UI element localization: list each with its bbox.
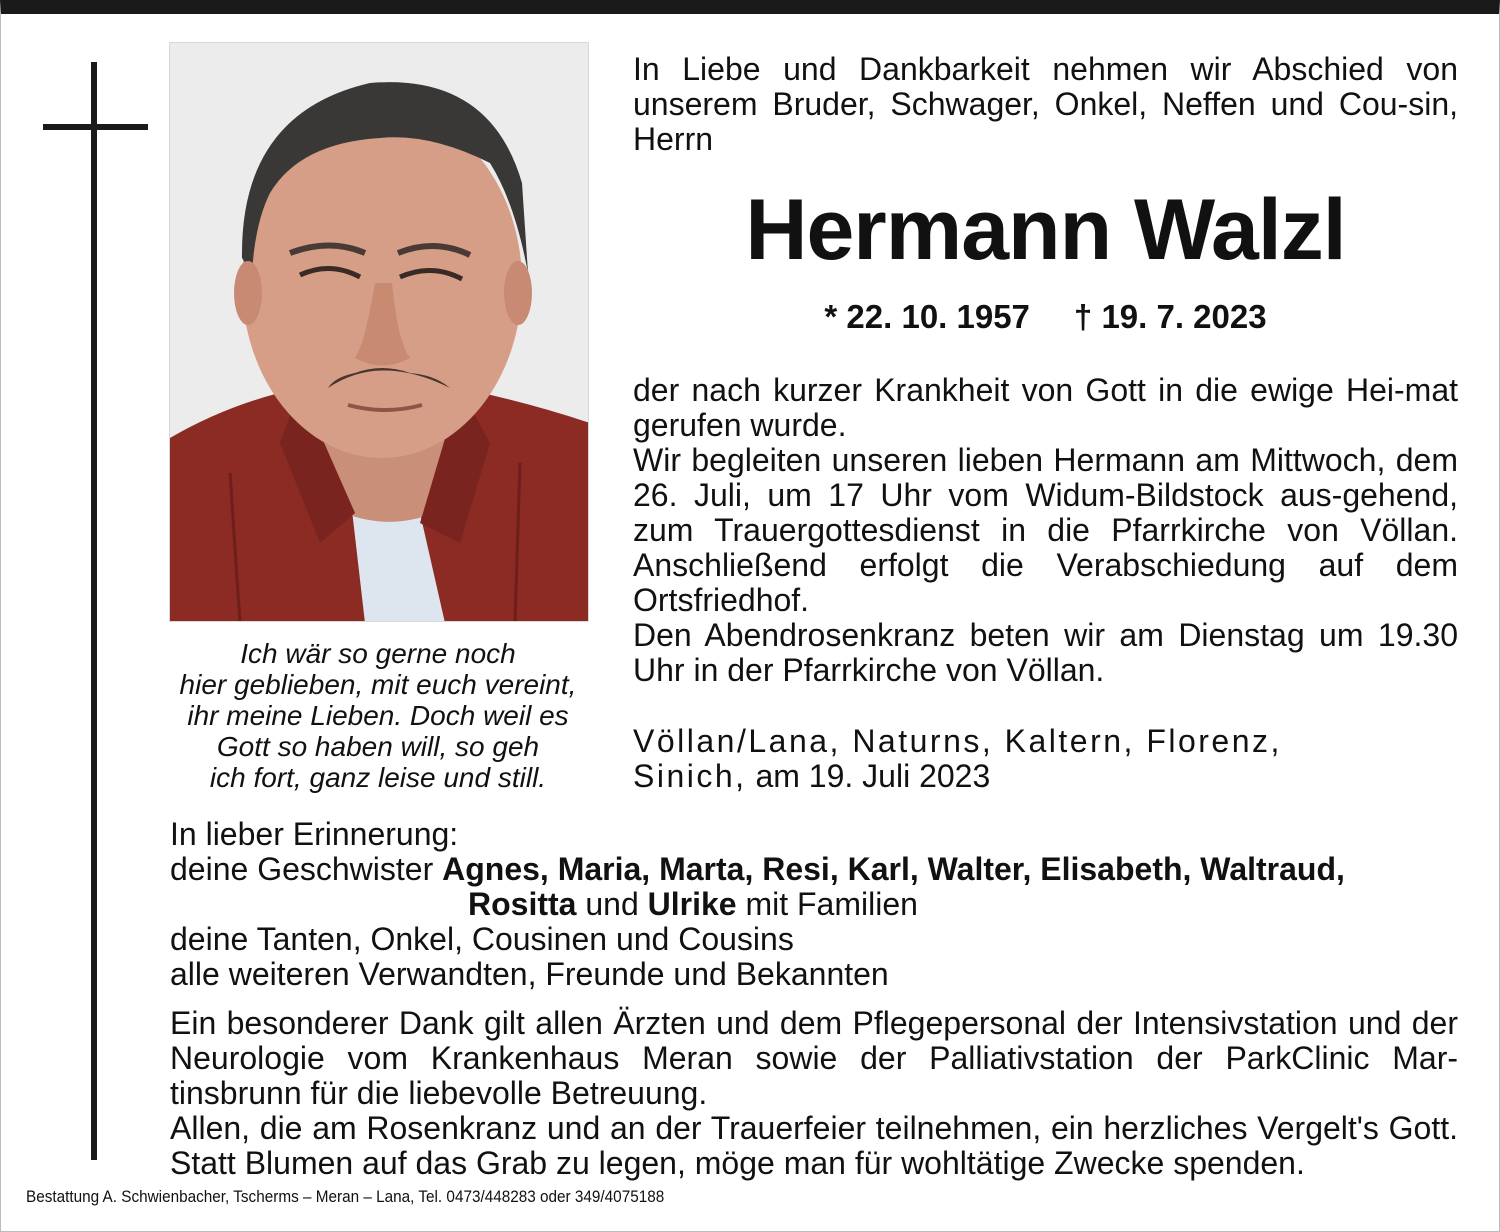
verse-line: ich fort, ganz leise und still.: [209, 762, 547, 793]
place-line-1: Völlan/Lana, Naturns, Kaltern, Florenz,: [633, 723, 1282, 759]
funeral-home-footer: Bestattung A. Schwienbacher, Tscherms – Meran – Lana, Tel. 0473/448283 oder 349/4075188: [26, 1187, 665, 1206]
verse-line: Gott so haben will, so geh: [216, 731, 540, 762]
cross-icon-horizontal: [43, 124, 148, 130]
deceased-name: Hermann Walzl: [745, 182, 1346, 278]
siblings-names: Agnes, Maria, Marta, Resi, Karl, Walter, Elisabeth, Waltraud,: [442, 851, 1345, 887]
thanks-section: [170, 1006, 1458, 1181]
life-dates: [633, 296, 1458, 338]
place-date: [633, 724, 1458, 794]
announcement-body: [633, 373, 1458, 688]
verse-line: Ich wär so gerne noch: [240, 638, 516, 669]
body-paragraph: Wir begleiten unseren lieben Hermann am Mittwoch, dem 26. Juli, um 17 Uhr vom Widum-Bildstock aus-gehend, zum Trauergottesdienst in die Pfarrkirche von Völlan. Anschließend erfolgt die Verabschiedung auf dem Ortsfriedhof.: [633, 442, 1458, 618]
memorial-verse: [160, 638, 596, 793]
mourners-siblings-cont: [170, 887, 1465, 922]
verse-line: hier geblieben, mit euch vereint,: [179, 669, 577, 700]
death-date: † 19. 7. 2023: [1073, 298, 1267, 335]
mourners-friends: alle weiteren Verwandten, Freunde und Bekannten: [170, 956, 889, 992]
thanks-paragraph: Ein besonderer Dank gilt allen Ärzten und dem Pflegepersonal der Intensivstation und der Neurologie vom Krankenhaus Meran sowie der Palliativstation der ParkClinic Mar-tinsbrunn für die liebevolle Betreuung.: [170, 1005, 1458, 1111]
thanks-paragraph: Allen, die am Rosenkranz und an der Trauerfeier teilnehmen, ein herzliches Vergelt's Gott. Statt Blumen auf das Grab zu legen, möge man für wohltätige Zwecke spenden.: [170, 1110, 1458, 1181]
body-paragraph: Den Abendrosenkranz beten wir am Dienstag um 19.30 Uhr in der Pfarrkirche von Völlan.: [633, 617, 1458, 688]
mourners-list: [170, 817, 1465, 992]
body-paragraph: der nach kurzer Krankheit von Gott in die ewige Hei-mat gerufen wurde.: [633, 372, 1458, 443]
verse-line: ihr meine Lieben. Doch weil es: [187, 700, 569, 731]
with-families-text: mit Familien: [736, 886, 918, 922]
sibling-rositta: Rositta: [468, 886, 577, 922]
portrait-photo: [169, 42, 589, 622]
place-sinich: Sinich,: [633, 758, 747, 794]
cross-icon-vertical: [91, 62, 97, 1160]
birth-date: * 22. 10. 1957: [824, 298, 1030, 335]
place-date-text: am 19. Juli 2023: [746, 758, 991, 794]
sibling-ulrike: Ulrike: [647, 886, 737, 922]
mourners-heading: In lieber Erinnerung:: [170, 816, 459, 852]
and-text: und: [576, 886, 648, 922]
mourners-relatives: deine Tanten, Onkel, Cousinen und Cousins: [170, 921, 794, 957]
siblings-prefix: deine Geschwister: [170, 851, 443, 887]
mourners-siblings: [170, 852, 1465, 887]
place-line-2: [633, 759, 1458, 794]
intro-text: In Liebe und Dankbarkeit nehmen wir Abschied von unserem Bruder, Schwager, Onkel, Neffen und Cou-sin, Herrn: [633, 51, 1458, 157]
